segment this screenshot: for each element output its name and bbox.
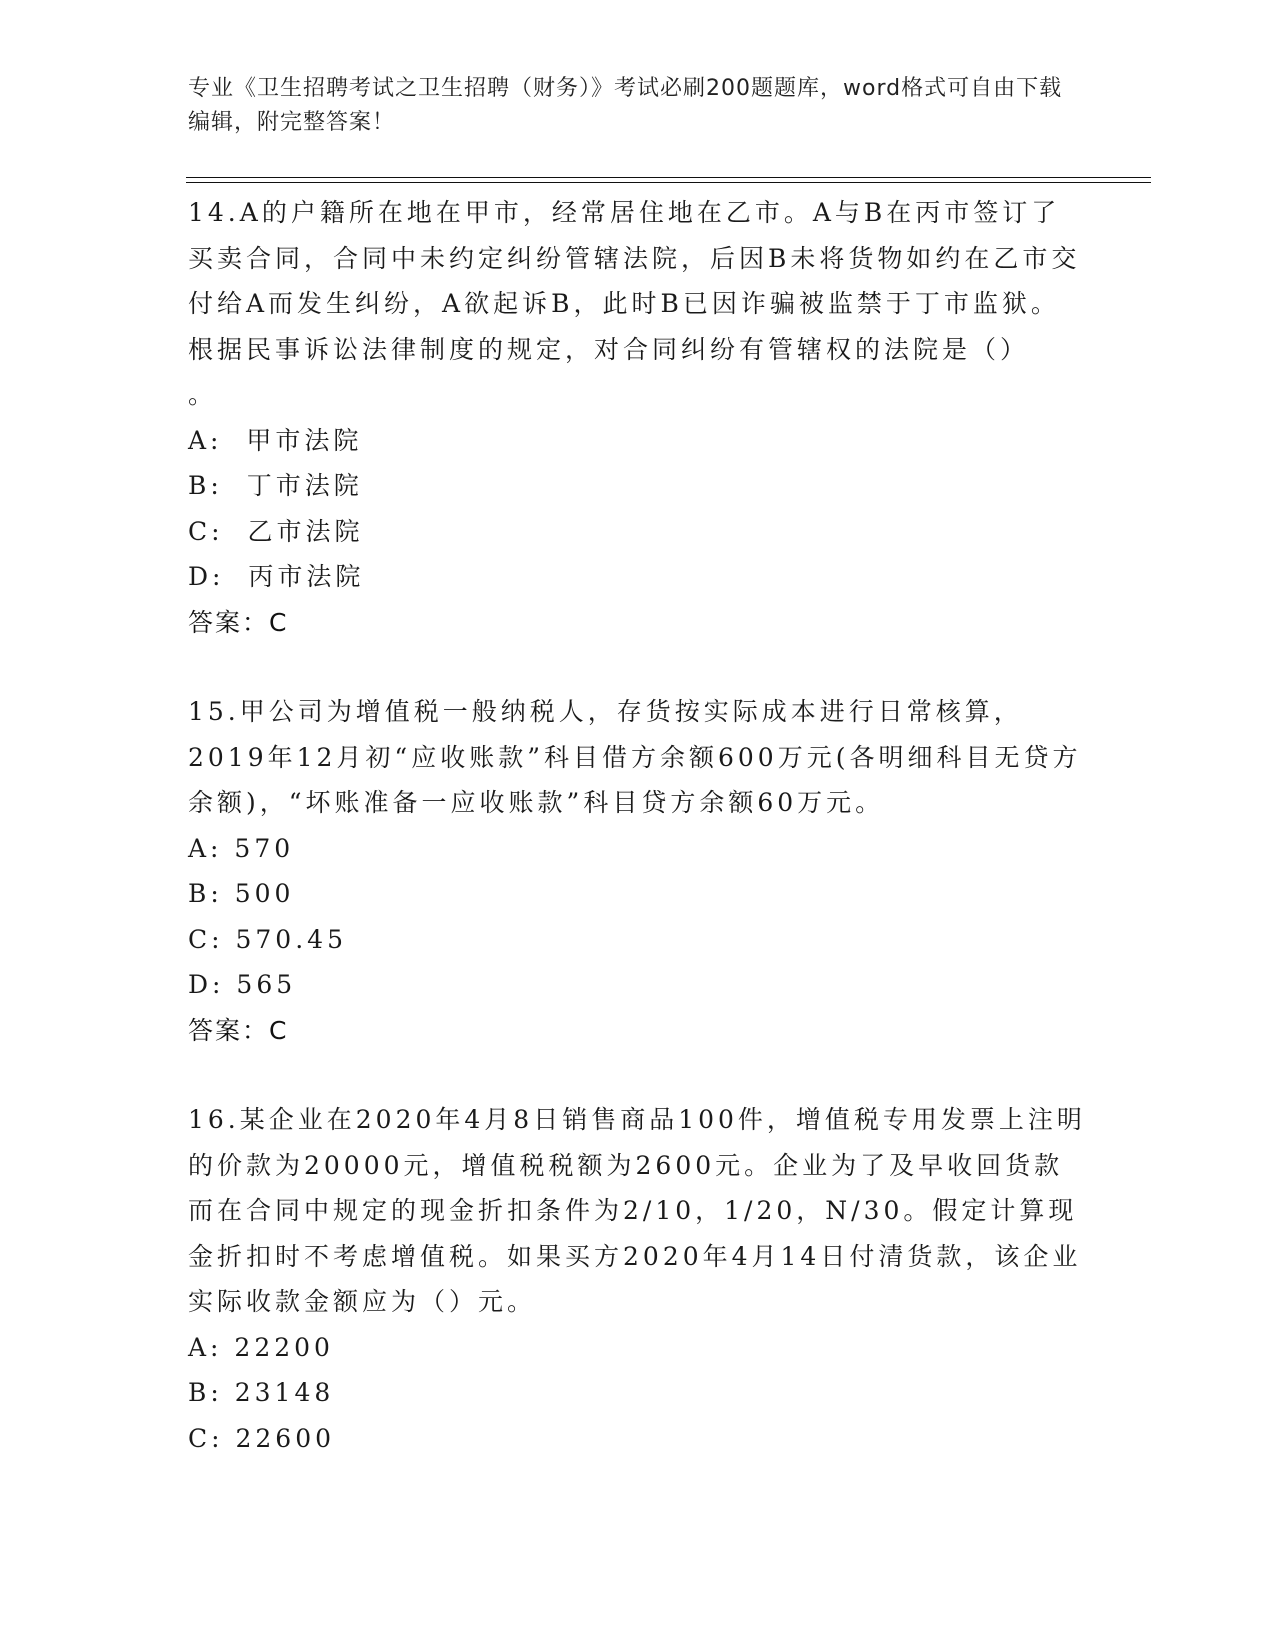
option-c: C: 570.45 (188, 924, 347, 954)
question-14 (188, 190, 1088, 645)
header-title: 专业《卫生招聘考试之卫生招聘（财务）》考试必刷200题题库，word格式可自由下载编辑，附完整答案！ (188, 76, 1063, 135)
option-a: A: 570 (188, 833, 295, 863)
answer: 答案：C (188, 607, 289, 637)
question-16 (188, 1097, 1088, 1461)
question-spacer (188, 645, 1088, 689)
question-text-tail: 。 (188, 380, 218, 409)
option-d: D: 565 (188, 970, 297, 999)
question-text: 15.甲公司为增值税一般纳税人，存货按实际成本进行日常核算，2019年12月初“应收账款”科目借方余额600万元(各明细科目无贷方余额)，“坏账准备一应收账款”科目贷方余额60万元。 (188, 697, 1082, 817)
option-c: C: 乙市法院 (188, 516, 364, 546)
option-c: C: 22600 (188, 1423, 336, 1453)
document-header (188, 72, 1068, 140)
question-spacer (188, 1053, 1088, 1097)
option-b: B: 丁市法院 (188, 471, 363, 500)
question-15 (188, 689, 1088, 1053)
question-list (188, 190, 1088, 1461)
option-a: A: 甲市法院 (188, 425, 363, 455)
option-d: D: 丙市法院 (188, 562, 365, 591)
option-b: B: 23148 (188, 1378, 335, 1407)
header-divider-top (186, 177, 1151, 178)
question-text: 16.某企业在2020年4月8日销售商品100件，增值税专用发票上注明的价款为20000元，增值税税额为2600元。企业为了及早收回货款而在合同中规定的现金折扣条件为2/10，1/20，N/30。假定计算现金折扣时不考虑增值税。如果买方2020年4月14日付清货款，该企业实际收款金额应为（）元。 (188, 1105, 1086, 1316)
answer: 答案：C (188, 1015, 289, 1045)
header-divider-bottom (186, 182, 1151, 183)
question-text: 14.A的户籍所在地在甲市，经常居住地在乙市。A与B在丙市签订了买卖合同，合同中未约定纠纷管辖法院，后因B未将货物如约在乙市交付给A而发生纠纷，A欲起诉B，此时B已因诈骗被监禁于丁市监狱。根据民事诉讼法律制度的规定，对合同纠纷有管辖权的法院是（） (188, 198, 1081, 364)
option-a: A: 22200 (188, 1332, 334, 1362)
option-b: B: 500 (188, 879, 295, 908)
